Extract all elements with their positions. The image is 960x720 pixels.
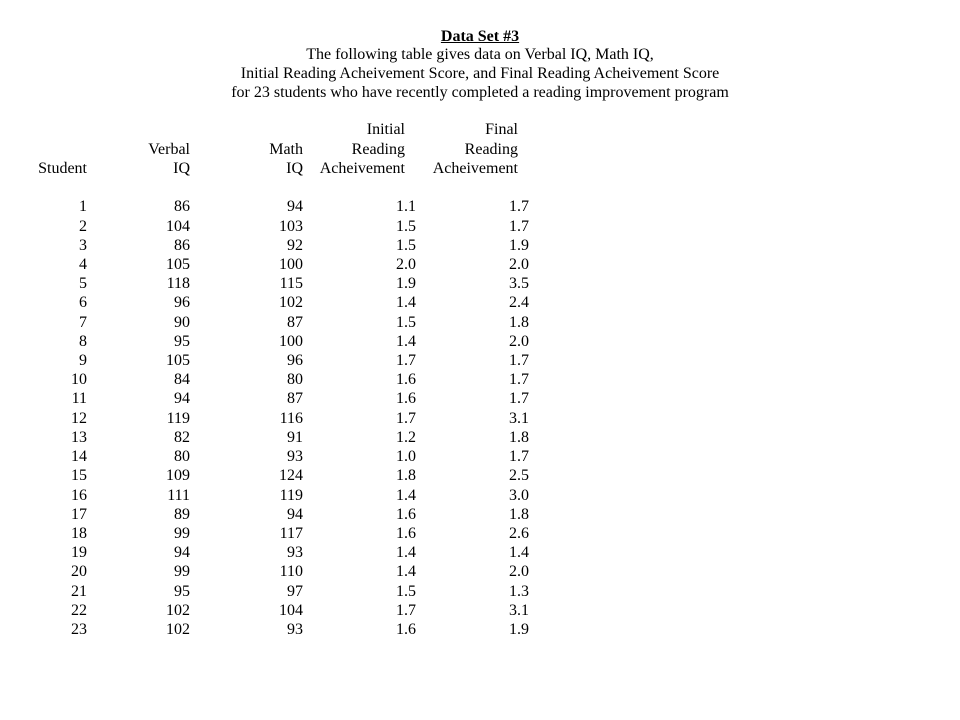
table-row [0,293,529,312]
cell-math-iq: 100 [279,255,303,273]
cell-student: 4 [79,255,87,273]
table-row [0,466,529,485]
cell-math-iq: 97 [287,582,303,600]
cell-student: 19 [71,544,87,562]
cell-initial-reading: 1.6 [396,505,416,523]
cell-verbal-iq: 109 [166,467,190,485]
cell-math-iq: 93 [287,621,303,639]
cell-final-reading: 2.0 [509,563,529,581]
cell-student: 6 [79,294,87,312]
cell-math-iq: 104 [279,601,303,619]
table-row [0,217,529,236]
cell-verbal-iq: 118 [166,275,190,293]
cell-initial-reading: 1.1 [396,198,416,216]
column-header-line: Reading [464,140,518,158]
cell-verbal-iq: 94 [174,390,190,408]
table-body [0,197,529,639]
cell-student: 20 [71,563,87,581]
cell-verbal-iq: 119 [166,409,190,427]
cell-final-reading: 1.9 [509,621,529,639]
cell-student: 15 [71,467,87,485]
cell-final-reading: 3.0 [509,486,529,504]
cell-initial-reading: 1.5 [396,313,416,331]
cell-initial-reading: 1.4 [396,563,416,581]
cell-student: 7 [79,313,87,331]
cell-student: 2 [79,217,87,235]
cell-student: 8 [79,332,87,350]
cell-math-iq: 93 [287,448,303,466]
cell-math-iq: 96 [287,352,303,370]
cell-verbal-iq: 99 [174,563,190,581]
column-header-student [0,120,87,178]
cell-math-iq: 124 [279,467,303,485]
cell-final-reading: 1.8 [509,505,529,523]
cell-student: 12 [71,409,87,427]
column-header-line: IQ [173,159,190,177]
cell-initial-reading: 1.7 [396,601,416,619]
column-header-verbal-iq [87,120,190,178]
cell-final-reading: 1.7 [509,352,529,370]
cell-initial-reading: 2.0 [396,255,416,273]
table-row [0,428,529,447]
table-row [0,389,529,408]
cell-student: 3 [79,236,87,254]
cell-initial-reading: 1.9 [396,275,416,293]
cell-initial-reading: 1.0 [396,448,416,466]
cell-final-reading: 3.1 [509,409,529,427]
cell-math-iq: 110 [279,563,303,581]
cell-student: 18 [71,525,87,543]
table-row [0,601,529,620]
cell-verbal-iq: 102 [166,621,190,639]
cell-student: 9 [79,352,87,370]
table-row [0,409,529,428]
cell-math-iq: 87 [287,313,303,331]
title-line [0,28,960,47]
cell-student: 13 [71,428,87,446]
cell-final-reading: 2.0 [509,332,529,350]
cell-verbal-iq: 86 [174,236,190,254]
cell-final-reading: 1.8 [509,313,529,331]
cell-student: 22 [71,601,87,619]
cell-math-iq: 94 [287,505,303,523]
data-table [0,120,529,639]
cell-verbal-iq: 111 [167,486,190,504]
cell-final-reading: 1.3 [509,582,529,600]
cell-math-iq: 94 [287,198,303,216]
cell-math-iq: 115 [279,275,303,293]
cell-student: 14 [71,448,87,466]
cell-verbal-iq: 96 [174,294,190,312]
table-row [0,255,529,274]
description-line: Initial Reading Acheivement Score, and Final Reading Acheivement Score [240,65,720,83]
table-row [0,486,529,505]
cell-final-reading: 1.4 [509,544,529,562]
cell-final-reading: 1.8 [509,428,529,446]
cell-final-reading: 1.9 [509,236,529,254]
cell-initial-reading: 1.2 [396,428,416,446]
table-row [0,620,529,639]
table-row [0,332,529,351]
column-header-line: Student [38,159,87,177]
cell-math-iq: 91 [287,428,303,446]
cell-verbal-iq: 95 [174,332,190,350]
cell-math-iq: 102 [279,294,303,312]
table-row [0,274,529,293]
table-header [0,120,529,178]
table-row [0,313,529,332]
cell-initial-reading: 1.5 [396,217,416,235]
cell-verbal-iq: 104 [166,217,190,235]
cell-final-reading: 1.7 [509,198,529,216]
cell-verbal-iq: 105 [166,255,190,273]
cell-math-iq: 87 [287,390,303,408]
cell-final-reading: 1.7 [509,390,529,408]
cell-verbal-iq: 82 [174,428,190,446]
table-row [0,582,529,601]
column-header-line: Initial [366,121,405,139]
column-header-line: Final [485,121,518,139]
column-header-initial-reading [303,120,416,178]
cell-verbal-iq: 90 [174,313,190,331]
cell-student: 16 [71,486,87,504]
cell-math-iq: 93 [287,544,303,562]
cell-final-reading: 2.5 [509,467,529,485]
column-header-line: Acheivement [319,159,405,177]
table-row [0,562,529,581]
cell-final-reading: 1.7 [509,217,529,235]
table-row [0,236,529,255]
cell-math-iq: 117 [279,525,303,543]
table-row [0,351,529,370]
cell-final-reading: 2.4 [509,294,529,312]
cell-verbal-iq: 94 [174,544,190,562]
description-line: The following table gives data on Verbal IQ, Math IQ, [306,46,654,64]
cell-initial-reading: 1.5 [396,236,416,254]
column-header-line: Math [269,140,303,158]
cell-student: 1 [79,198,87,216]
cell-student: 23 [71,621,87,639]
cell-student: 11 [71,390,87,408]
column-header-final-reading [416,120,529,178]
cell-initial-reading: 1.7 [396,409,416,427]
cell-verbal-iq: 89 [174,505,190,523]
cell-verbal-iq: 99 [174,525,190,543]
cell-math-iq: 119 [279,486,303,504]
header-spacer [0,178,529,197]
cell-initial-reading: 1.6 [396,621,416,639]
cell-initial-reading: 1.4 [396,544,416,562]
column-header-line: Acheivement [432,159,518,177]
column-header-math-iq [190,120,303,178]
table-row [0,447,529,466]
cell-initial-reading: 1.5 [396,582,416,600]
cell-student: 21 [71,582,87,600]
cell-final-reading: 2.6 [509,525,529,543]
description-line: for 23 students who have recently completed a reading improvement program [231,83,729,101]
cell-initial-reading: 1.7 [396,352,416,370]
cell-math-iq: 100 [279,332,303,350]
cell-verbal-iq: 86 [174,198,190,216]
cell-initial-reading: 1.4 [396,332,416,350]
cell-math-iq: 116 [279,409,303,427]
cell-initial-reading: 1.4 [396,486,416,504]
column-header-line: Verbal [148,140,190,158]
cell-math-iq: 92 [287,236,303,254]
table-row [0,524,529,543]
cell-student: 17 [71,505,87,523]
column-header-line: Reading [351,140,405,158]
cell-initial-reading: 1.6 [396,525,416,543]
document-title: Data Set #3 [440,27,520,45]
cell-final-reading: 1.7 [509,448,529,466]
cell-final-reading: 3.1 [509,601,529,619]
table-row [0,197,529,216]
cell-student: 5 [79,275,87,293]
table-row [0,543,529,562]
cell-verbal-iq: 105 [166,352,190,370]
cell-verbal-iq: 84 [174,371,190,389]
cell-initial-reading: 1.8 [396,467,416,485]
document-header [0,28,960,103]
cell-verbal-iq: 95 [174,582,190,600]
cell-final-reading: 1.7 [509,371,529,389]
cell-initial-reading: 1.4 [396,294,416,312]
cell-final-reading: 2.0 [509,255,529,273]
cell-verbal-iq: 102 [166,601,190,619]
table-row [0,370,529,389]
column-header-line: IQ [286,159,303,177]
cell-student: 10 [71,371,87,389]
cell-initial-reading: 1.6 [396,390,416,408]
cell-final-reading: 3.5 [509,275,529,293]
cell-math-iq: 80 [287,371,303,389]
cell-initial-reading: 1.6 [396,371,416,389]
table-row [0,505,529,524]
cell-math-iq: 103 [279,217,303,235]
cell-verbal-iq: 80 [174,448,190,466]
